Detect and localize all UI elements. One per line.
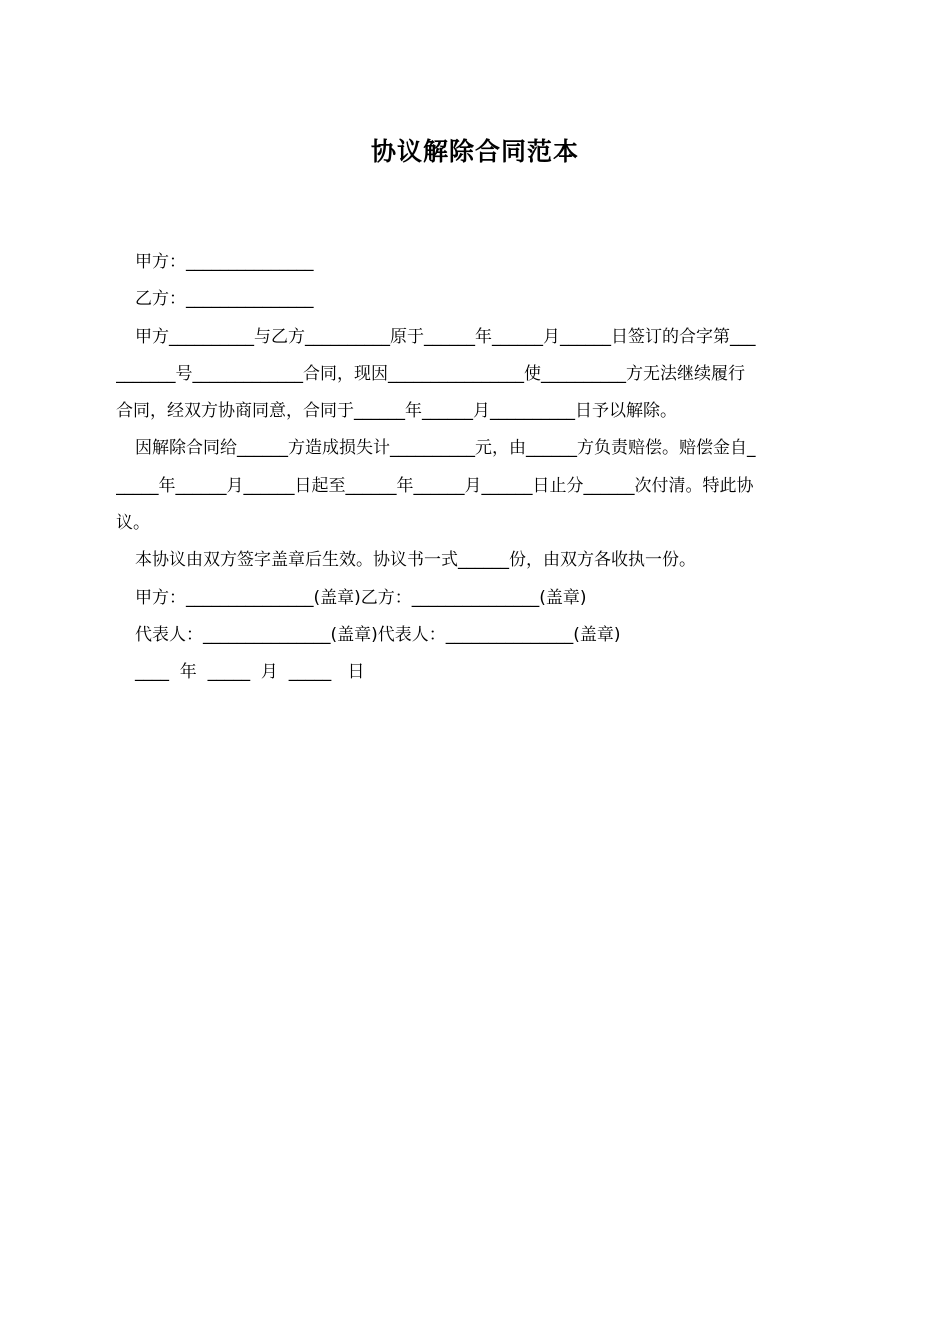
paragraph-1-line-2: _______号_____________合同，现因________________使__________方无法继续履行 bbox=[116, 363, 745, 384]
party-b-line: 乙方：_______________ bbox=[135, 289, 314, 310]
signature-representatives-line: 代表人：_______________(盖章)代表人：_______________(盖章) bbox=[135, 624, 621, 645]
date-line: ____ 年 _____ 月 _____ 日 bbox=[135, 662, 365, 683]
signature-parties-line: 甲方：_______________(盖章)乙方：_______________(盖章) bbox=[135, 587, 587, 608]
document-body bbox=[116, 244, 836, 692]
paragraph-3: 本协议由双方签字盖章后生效。协议书一式______份，由双方各收执一份。 bbox=[135, 550, 696, 571]
document-title: 协议解除合同范本 bbox=[370, 137, 579, 166]
paragraph-1-line-3: 合同，经双方协商同意，合同于______年______月__________日予以解除。 bbox=[116, 401, 677, 422]
paragraph-1-line-1: 甲方__________与乙方__________原于______年______月______日签订的合字第___ bbox=[135, 326, 756, 347]
paragraph-2-line-3: 议。 bbox=[116, 513, 150, 534]
party-a-line: 甲方：_______________ bbox=[135, 252, 314, 272]
paragraph-2-line-2: _____年______月______日起至______年______月______日止分______次付清。特此协 bbox=[116, 475, 754, 496]
paragraph-2-line-1: 因解除合同给______方造成损失计__________元，由______方负责赔偿。赔偿金自_ bbox=[135, 438, 756, 459]
